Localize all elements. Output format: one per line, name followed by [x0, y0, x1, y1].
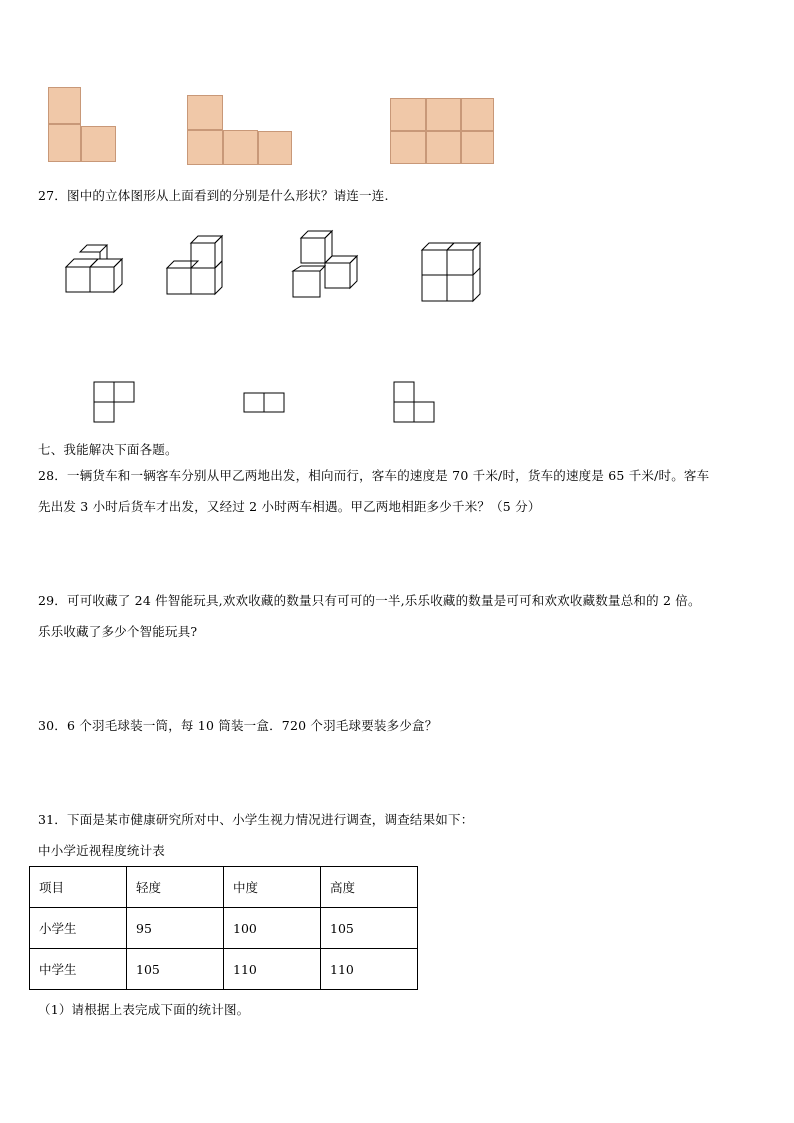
cube-figure-3 — [290, 229, 362, 299]
cube-figure-2 — [163, 235, 229, 297]
table-header-cell: 中度 — [224, 867, 321, 908]
tile — [48, 87, 81, 124]
tile — [390, 98, 426, 131]
table-cell: 小学生 — [30, 908, 127, 949]
table-cell: 中学生 — [30, 949, 127, 990]
tile — [223, 130, 258, 165]
question-27-text: 27．图中的立体图形从上面看到的分别是什么形状？请连一连. — [38, 188, 389, 203]
tile — [390, 131, 426, 164]
table-header-cell: 高度 — [321, 867, 418, 908]
table-cell: 95 — [127, 908, 224, 949]
table-cell: 105 — [127, 949, 224, 990]
question-28-line-1: 28．一辆货车和一辆客车分别从甲乙两地出发，相向而行，客车的速度是 70 千米/时，货车的速度是 65 千米/时。客车 — [38, 468, 710, 483]
table-cell: 105 — [321, 908, 418, 949]
tile — [187, 130, 223, 165]
myopia-statistics-table — [29, 866, 418, 990]
table-cell: 110 — [321, 949, 418, 990]
tile — [426, 98, 461, 131]
tile — [461, 98, 494, 131]
tile — [461, 131, 494, 164]
question-31-text: 31．下面是某市健康研究所对中、小学生视力情况进行调查，调查结果如下： — [38, 812, 474, 827]
top-view-shape-3 — [393, 381, 437, 425]
table-row — [30, 908, 418, 949]
table-cell: 110 — [224, 949, 321, 990]
section-7-title: 七、我能解决下面各题。 — [38, 442, 178, 457]
top-view-shape-2 — [243, 392, 287, 416]
cube-figure-4 — [418, 240, 484, 304]
cube-figure-1 — [60, 245, 130, 295]
question-30-text: 30．6 个羽毛球装一筒，每 10 筒装一盒．720 个羽毛球要装多少盒？ — [38, 718, 438, 733]
table-header-cell: 轻度 — [127, 867, 224, 908]
table-cell: 100 — [224, 908, 321, 949]
tile — [48, 124, 81, 162]
tile — [426, 131, 461, 164]
top-view-shape-1 — [93, 381, 137, 425]
table-header-row — [30, 867, 418, 908]
table-row — [30, 949, 418, 990]
question-29-line-2: 乐乐收藏了多少个智能玩具? — [38, 624, 198, 639]
tile — [187, 95, 223, 130]
table-title: 中小学近视程度统计表 — [38, 843, 166, 858]
question-31-sub-1: （1）请根据上表完成下面的统计图。 — [38, 1002, 250, 1017]
question-29-line-1: 29．可可收藏了 24 件智能玩具,欢欢收藏的数量只有可可的一半,乐乐收藏的数量是可可和欢欢收藏数量总和的 2 倍。 — [38, 593, 701, 608]
question-28-line-2: 先出发 3 小时后货车才出发，又经过 2 小时两车相遇。甲乙两地相距多少千米？（5 分） — [38, 499, 541, 514]
table-header-cell: 项目 — [30, 867, 127, 908]
tile — [258, 131, 292, 165]
tile — [81, 126, 116, 162]
